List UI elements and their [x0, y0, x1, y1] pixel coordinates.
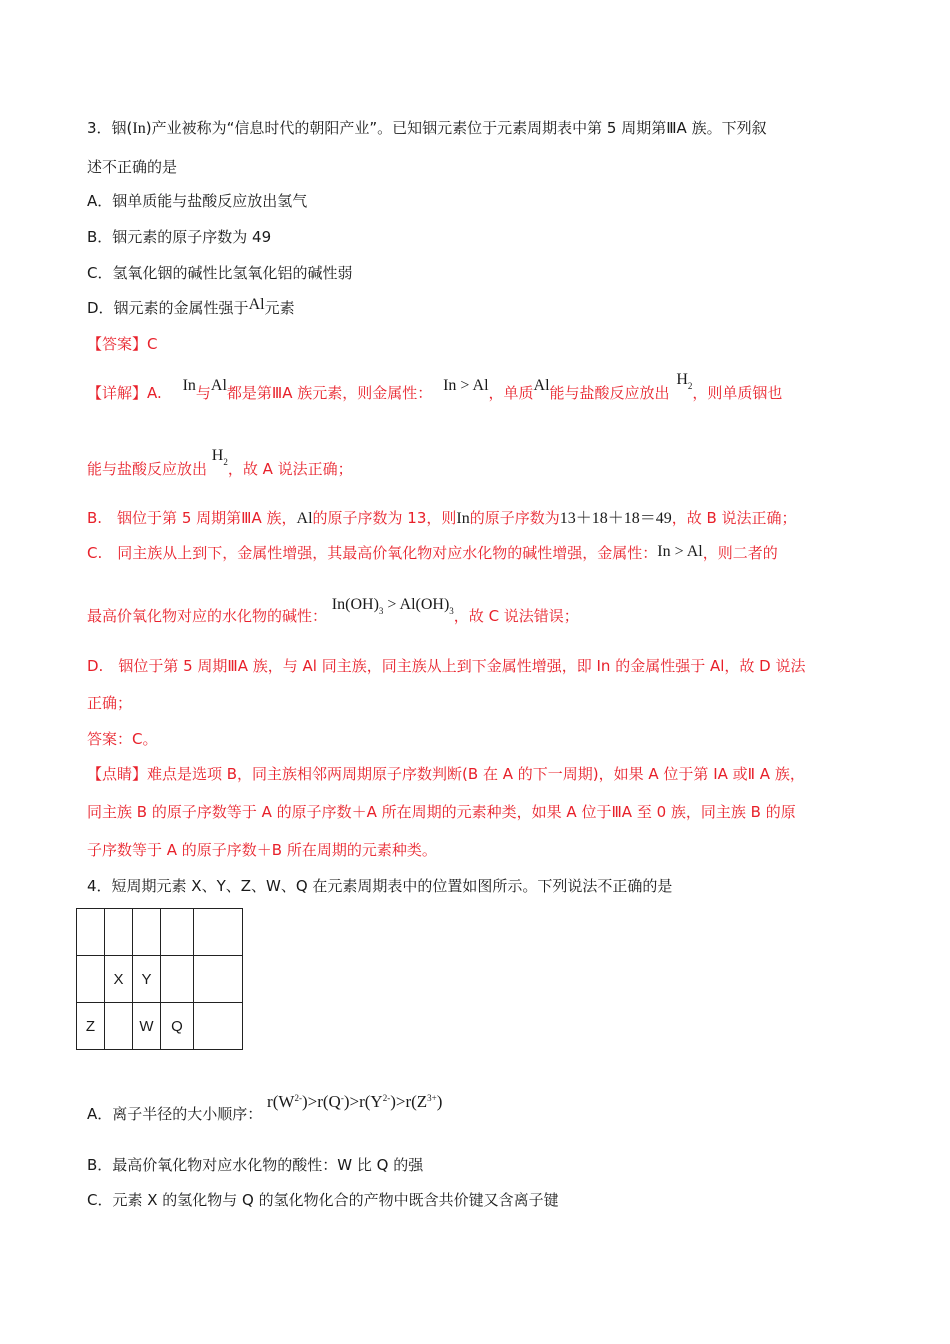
detail-b-line — [87, 508, 797, 529]
element-y: Y — [370, 1092, 383, 1111]
detail-answer: 答案：C。 — [87, 730, 158, 748]
q3-option-c: C．氢氧化铟的碱性比氢氧化铝的碱性弱 — [87, 264, 353, 282]
table-cell: Q — [161, 1003, 194, 1050]
table-cell — [133, 909, 161, 956]
element-w: W — [278, 1092, 295, 1111]
hydroxide-comparison — [331, 596, 454, 616]
detail-label: 【详解】A. — [87, 384, 162, 402]
detail-a-line-2 — [87, 447, 353, 481]
q3-stem-text-cont: )产业被称为“信息时代的朝阳产业”。已知铟元素位于元素周期表中第 5 周期第ⅢA 族。下列叙 — [145, 119, 767, 137]
comparison-sign: > Al — [383, 596, 416, 613]
charge: 2- — [382, 1093, 391, 1103]
q3-option-d-tail: 元素 — [264, 299, 295, 317]
periodic-table-fragment — [76, 908, 243, 1050]
aluminum-symbol: Al — [296, 510, 313, 527]
subscript: 3 — [378, 606, 384, 616]
subscript: 3 — [449, 606, 454, 616]
text-segment: 与 — [195, 384, 211, 402]
detail-d-line-2: 正确； — [87, 694, 133, 712]
table-cell — [77, 956, 105, 1003]
table-cell — [161, 909, 194, 956]
text-segment: ，故 B 说法正确； — [671, 509, 797, 527]
table-row — [77, 1003, 243, 1050]
q4-option-c: C．元素 X 的氢化物与 Q 的氢化物化合的产物中既含共价键又含离子键 — [87, 1191, 559, 1209]
aluminum-symbol: Al — [210, 377, 227, 394]
element-q: Q — [328, 1092, 341, 1111]
text-segment: 的原子序数为 13，则 — [312, 509, 457, 527]
table-cell: Y — [133, 956, 161, 1003]
indium-symbol: In — [456, 510, 470, 527]
detail-d-line-1: D. 铟位于第 5 周期ⅢA 族，与 Al 同主族，同主族从上到下金属性增强，即 In 的金属性强于 Al，故 D 说法 — [87, 657, 806, 675]
hydrogen-symbol: H — [211, 447, 224, 464]
text-segment: 能与盐酸反应放出 — [549, 384, 670, 402]
atomic-number-sum: 13＋18＋18＝49 — [559, 510, 672, 527]
hydroxide-group: (OH) — [345, 596, 379, 613]
table-cell — [161, 956, 194, 1003]
table-cell: W — [133, 1003, 161, 1050]
detail-c-line-1 — [87, 543, 778, 564]
metallic-comparison: In > Al — [443, 377, 489, 394]
table-cell — [105, 1003, 133, 1050]
hydrogen-formula — [676, 371, 693, 391]
detail-a-line-1 — [87, 371, 783, 405]
text-segment: 最高价氧化物对应的水化物的碱性： — [87, 607, 328, 625]
table-cell — [105, 909, 133, 956]
hydroxide-group: (OH) — [415, 596, 450, 613]
q3-stem-line-2: 述不正确的是 — [87, 158, 178, 176]
text-segment: 能与盐酸反应放出 — [87, 460, 208, 478]
text-segment: ，则单质铟也 — [692, 384, 783, 402]
q3-option-b: B．铟元素的原子序数为 49 — [87, 228, 272, 246]
text-segment: C. 同主族从上到下，金属性增强，其最高价氧化物对应水化物的碱性增强，金属性： — [87, 544, 658, 562]
charge: 2- — [294, 1093, 302, 1103]
note-line-1: 【点睛】难点是选项 B，同主族相邻两周期原子序数判断(B 在 A 的下一周期)，如果 A 位于第 IA 或Ⅱ A 族， — [87, 765, 805, 783]
q4-option-a — [87, 1092, 443, 1126]
text-segment: ，则二者的 — [702, 544, 778, 562]
hydrogen-formula — [211, 447, 228, 467]
text-segment: B. 铟位于第 5 周期第ⅢA 族， — [87, 509, 297, 527]
table-cell — [194, 909, 243, 956]
ionic-radius-order: $r(W^{2-})>r(Q^-)>r(Y^{2-})>r(Z^{3+})$ — [267, 1092, 443, 1111]
text-segment: ，单质 — [488, 384, 534, 402]
text-segment: ，故 A 说法正确； — [227, 460, 353, 478]
table-cell — [77, 909, 105, 956]
hydrogen-symbol: H — [676, 371, 688, 388]
comparison-sign: >r — [349, 1092, 365, 1111]
table-row — [77, 909, 243, 956]
q4-stem: 4．短周期元素 X、Y、Z、W、Q 在元素周期表中的位置如图所示。下列说法不正确的是 — [87, 877, 673, 895]
table-cell — [194, 956, 243, 1003]
q3-option-a: A．铟单质能与盐酸反应放出氢气 — [87, 192, 308, 210]
note-line-3: 子序数等于 A 的原子序数＋B 所在周期的元素种类。 — [87, 841, 437, 859]
text-segment: 的原子序数为 — [469, 509, 560, 527]
indium-symbol: In — [182, 377, 196, 394]
aluminum-symbol: Al — [248, 296, 265, 313]
subscript: 2 — [223, 457, 228, 467]
metallic-comparison: In > Al — [657, 543, 703, 560]
element-z: Z — [416, 1092, 428, 1111]
comparison-sign: >r — [307, 1092, 323, 1111]
indium-symbol: In — [132, 120, 146, 137]
q4-option-a-text: A．离子半径的大小顺序： — [87, 1105, 263, 1123]
comparison-sign: >r — [395, 1092, 412, 1111]
radius-symbol: r — [267, 1092, 273, 1111]
text-segment: 都是第ⅢA 族元素，则金属性： — [226, 384, 433, 402]
q4-option-b: B．最高价氧化物对应水化物的酸性：W 比 Q 的强 — [87, 1156, 424, 1174]
table-row — [77, 956, 243, 1003]
charge: 3+ — [427, 1093, 437, 1103]
q3-stem-line-1 — [87, 118, 767, 139]
table-cell: X — [105, 956, 133, 1003]
q3-option-d — [87, 298, 295, 319]
q3-option-d-text: D．铟元素的金属性强于 — [87, 299, 249, 317]
indium-symbol: In — [331, 596, 346, 613]
detail-c-line-2 — [87, 596, 579, 628]
aluminum-symbol: Al — [533, 377, 550, 394]
table-cell: Z — [77, 1003, 105, 1050]
table-cell — [194, 1003, 243, 1050]
subscript: 2 — [687, 381, 693, 391]
charge: - — [340, 1093, 344, 1103]
note-line-2: 同主族 B 的原子序数等于 A 的原子序数＋A 所在周期的元素种类，如果 A 位于ⅢA 至 0 族，同主族 B 的原 — [87, 803, 796, 821]
text-segment: ，故 C 说法错误； — [453, 607, 579, 625]
q3-stem-text: 3．铟( — [87, 119, 133, 137]
q3-answer: 【答案】C — [87, 335, 158, 353]
